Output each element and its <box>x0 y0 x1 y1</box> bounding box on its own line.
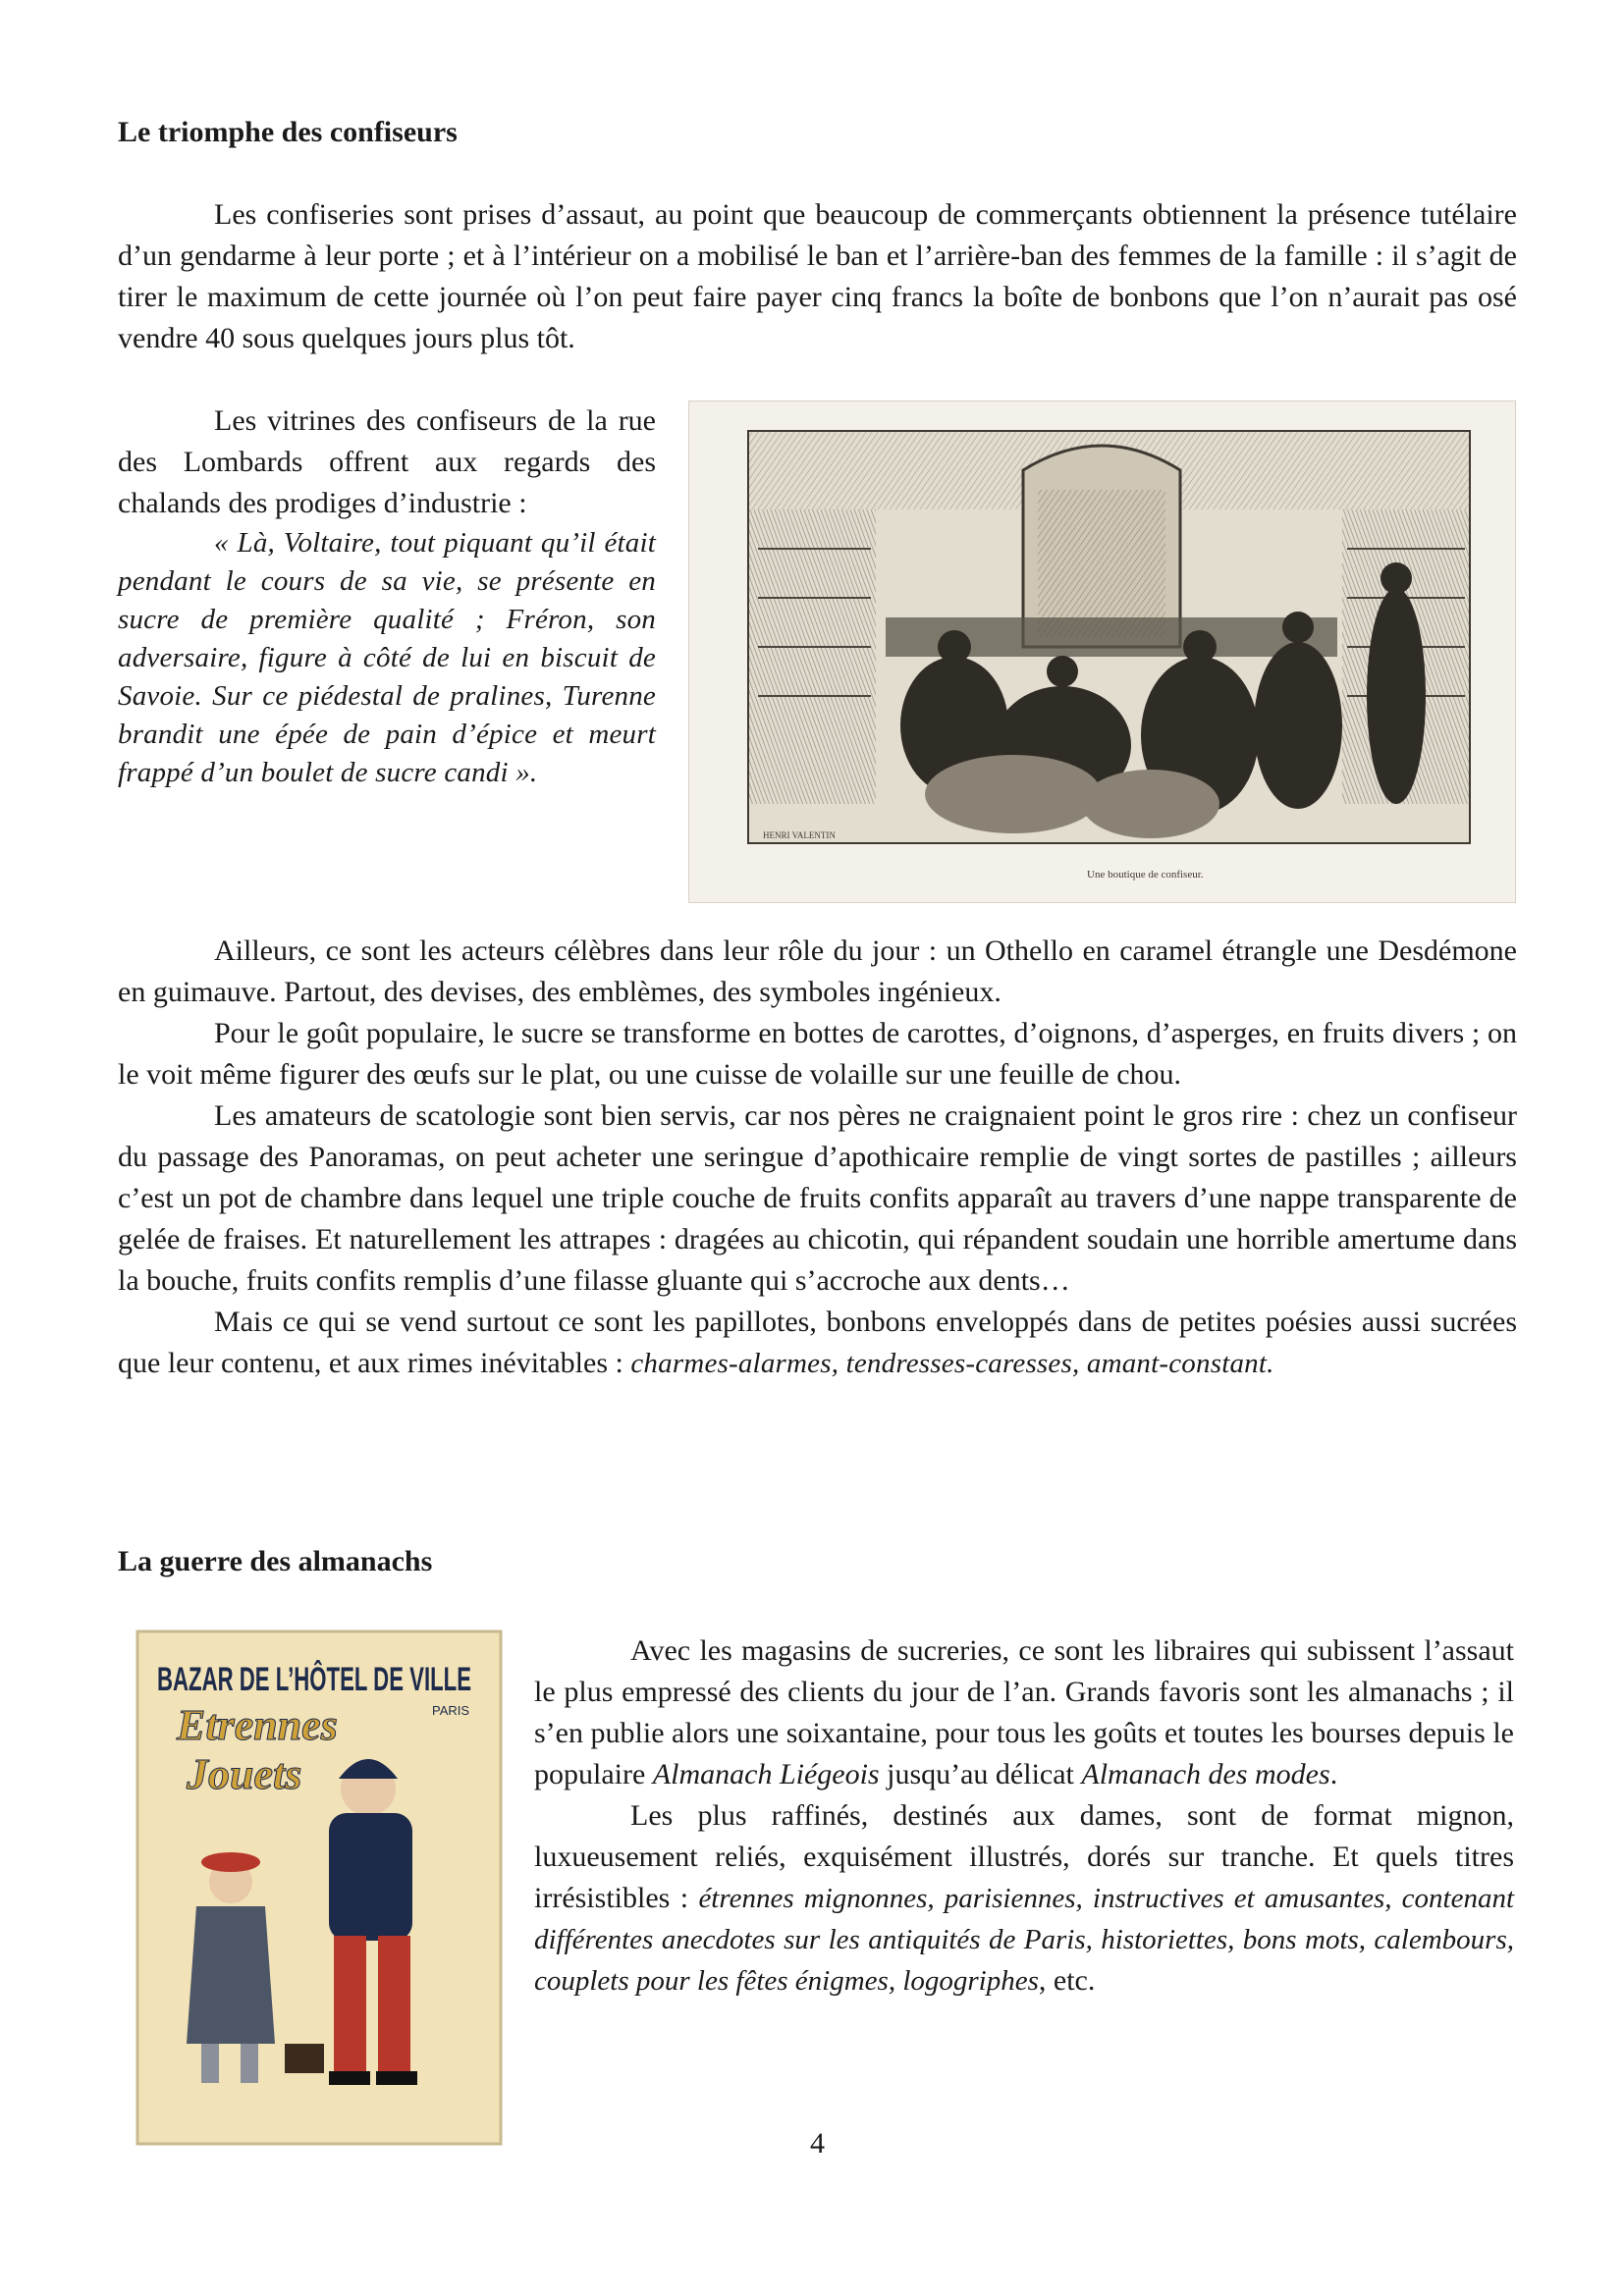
paragraph: Les confiseries sont prises d’assaut, au point que beaucoup de commerçants obtiennent la présence tutélaire d’un gendarme à leur porte ; et à l’intérieur on a mobilisé le ban et l’arrière-ban des femmes de la famille : il s’agit de tirer le maximum de cette journée où l’on peut faire payer cinq francs la boîte de bonbons que l’on n’aurait pas osé vendre 40 sous quelques jours plus tôt. <box>118 198 1517 354</box>
paragraph-intro: Les vitrines des confiseurs de la rue des Lombards offrent aux regards des chalands des prodiges d’industrie : <box>118 404 656 519</box>
page-number: 4 <box>810 2127 825 2160</box>
text-block <box>118 931 1517 1384</box>
title-italic: Almanach Liégeois <box>652 1758 880 1790</box>
engraving-illustration <box>689 401 1515 902</box>
quotation: « Là, Voltaire, tout piquant qu’il était pendant le cours de sa vie, se présente en sucre de première qualité ; Fréron, son adversaire, figure à côté de lui en biscuit de Savoie. Sur ce piédestal de pralines, Turenne brandit une épée de pain d’épice et meurt frappé d’un boulet de sucre candi ». <box>118 527 656 788</box>
poster-city: PARIS <box>432 1703 470 1718</box>
paragraph-text: jusqu’au délicat <box>879 1758 1082 1790</box>
title-italic: Almanach des modes <box>1081 1758 1330 1790</box>
paragraph: Pour le goût populaire, le sucre se transforme en bottes de carottes, d’oignons, d’asperges, en fruits divers ; on le voit même figurer des œufs sur le plat, ou une cuisse de volaille sur une feuille de chou. <box>118 1017 1517 1091</box>
engraving-confectioner-shop <box>688 400 1516 903</box>
paragraph-text: Les plus raffinés, destinés aux dames, sont de format mignon, luxueusement reliés, exquisément illustrés, dorés sur tranche. Et quels titres irrésistibles : <box>534 1799 1514 1914</box>
titles-italic: étrennes mignonnes, parisiennes, instructives et amusantes, contenant différentes anecdotes sur les antiquités de Paris, historiettes, bons mots, calembours, couplets pour les fêtes énigmes, logogriphes <box>534 1883 1514 1997</box>
text-column-left <box>118 400 656 792</box>
paragraph <box>118 1302 1517 1384</box>
engraving-caption: Une boutique de confiseur. <box>1087 869 1204 881</box>
paragraph <box>534 1795 1514 2002</box>
paragraph <box>534 1630 1514 1795</box>
engraving-signature: HENRI VALENTIN <box>763 830 836 840</box>
poster-etrennes: Etrennes <box>177 1701 338 1749</box>
section-heading-almanachs: La guerre des almanachs <box>118 1545 433 1577</box>
paragraph: Les amateurs de scatologie sont bien servis, car nos pères ne craignaient point le gros rire : chez un confiseur du passage des Panoramas, on peut acheter une seringue d’apothicaire remplie de vingt sortes de pastilles ; ailleurs c’est un pot de chambre dans lequel une triple couche de fruits confits apparaît au travers d’une nappe transparente de gelée de fraises. Et naturellement les attrapes : dragées au chicotin, qui répandent soudain une horrible amertume dans la bouche, fruits confits remplis d’une filasse gluante qui s’accroche aux dents… <box>118 1099 1517 1297</box>
poster-bazar-hotel-de-ville <box>137 1631 639 2144</box>
paragraph-text: , etc. <box>1038 1964 1096 1997</box>
poster-illustration <box>137 1631 639 2144</box>
paragraph-text: . <box>1329 1758 1338 1790</box>
paragraph: Ailleurs, ce sont les acteurs célèbres dans leur rôle du jour : un Othello en caramel étrangle une Desdémone en guimauve. Partout, des devises, des emblèmes, des symboles ingénieux. <box>118 934 1517 1008</box>
section-heading-confiseurs: Le triomphe des confiseurs <box>118 116 458 148</box>
rhymes-italic: charmes-alarmes, tendresses-caresses, amant-constant. <box>630 1348 1274 1379</box>
poster-title: BAZAR DE L’HÔTEL DE VILLE <box>157 1661 639 1698</box>
paragraph-text: Avec les magasins de sucreries, ce sont les libraires qui subissent l’assaut le plus empressé des clients du jour de l’an. Grands favoris sont les almanachs ; il s’en publie alors une soixantaine, pour tous les goûts et toutes les bourses depuis le populaire <box>534 1634 1514 1790</box>
paragraph-text: Mais ce qui se vend surtout ce sont les papillotes, bonbons enveloppés dans de petites poésies aussi sucrées que leur contenu, et aux rimes inévitables : <box>118 1306 1517 1379</box>
text-column-right <box>534 1630 1514 2002</box>
poster-jouets: Jouets <box>187 1750 302 1798</box>
